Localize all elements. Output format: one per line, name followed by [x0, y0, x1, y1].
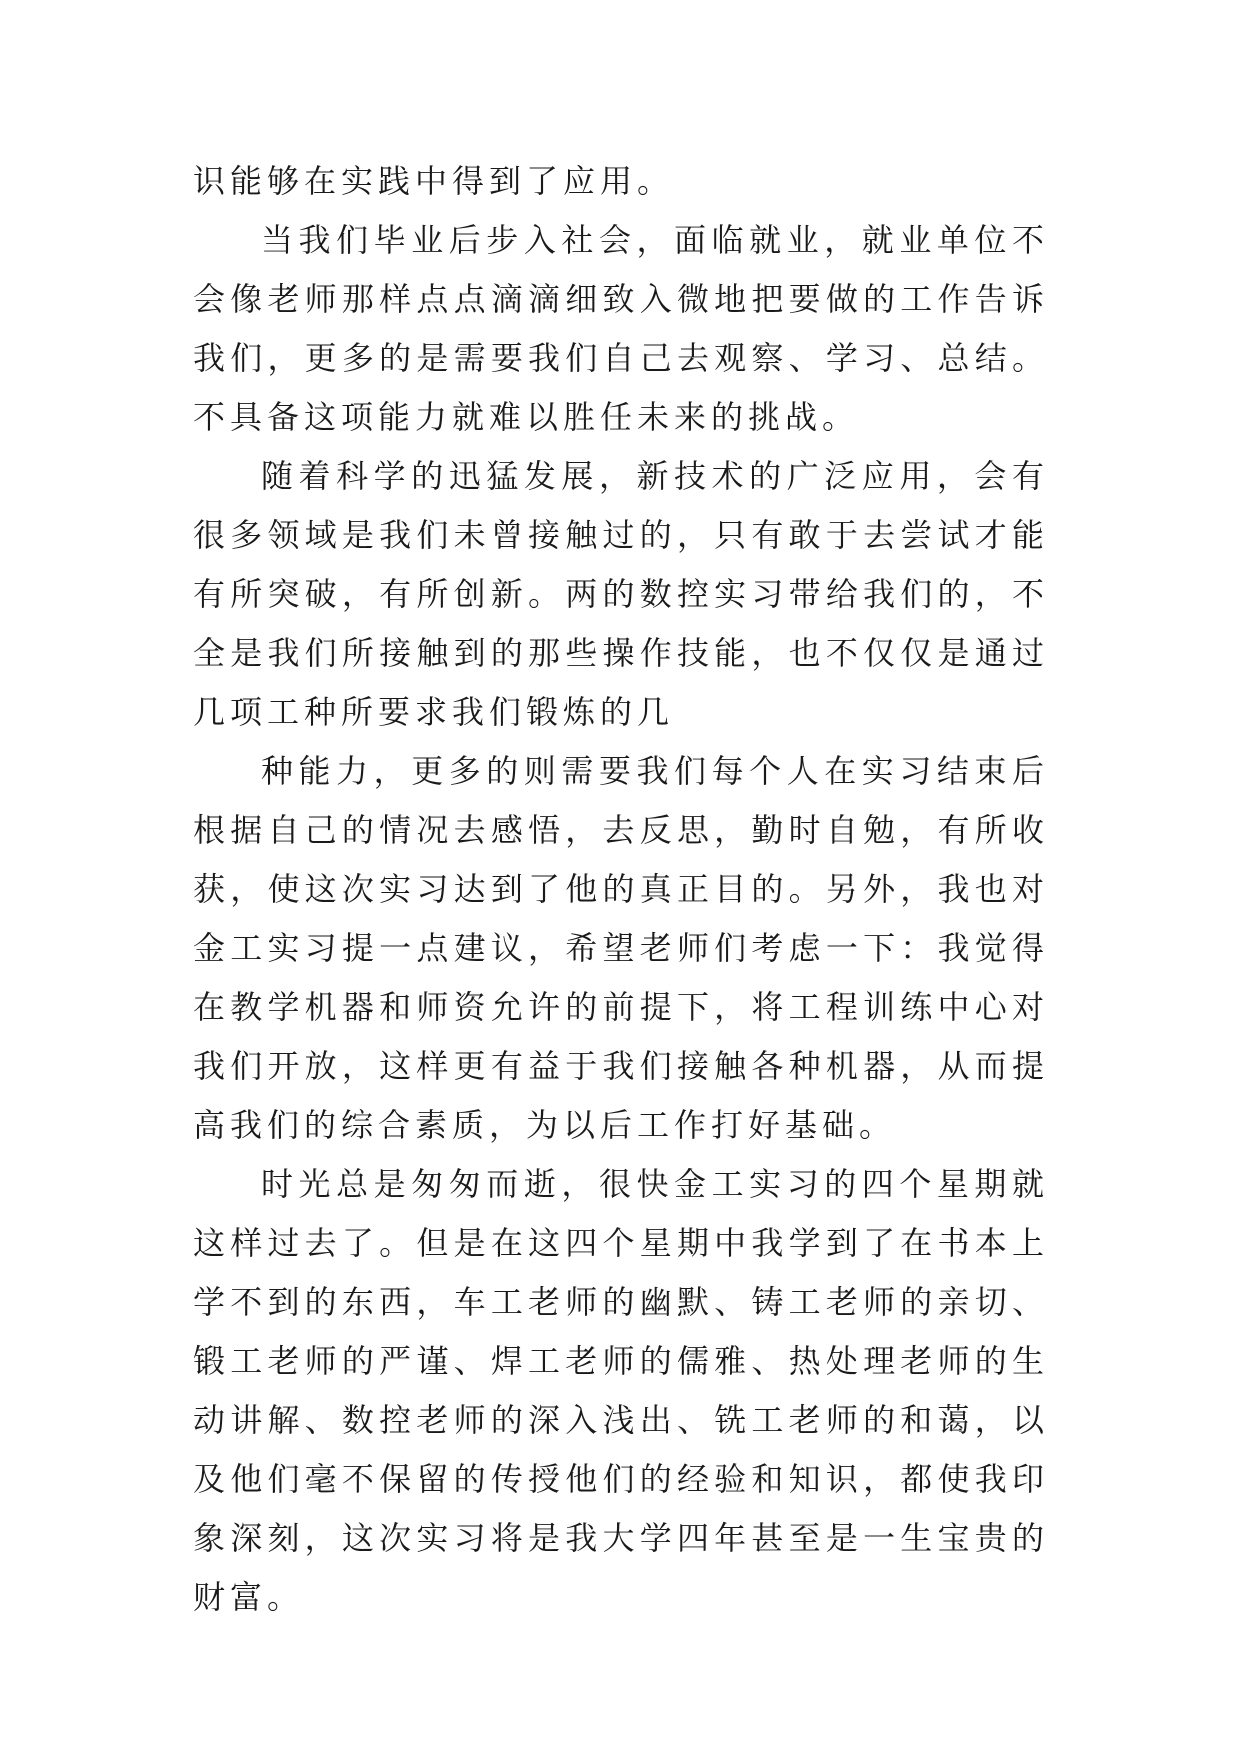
paragraph-5: 时光总是匆匆而逝，很快金工实习的四个星期就这样过去了。但是在这四个星期中我学到了在书本上学不到的东西，车工老师的幽默、铸工老师的亲切、锻工老师的严谨、焊工老师的儒雅、热处理老师的生动讲解、数控老师的深入浅出、铣工老师的和蔼，以及他们毫不保留的传授他们的经验和知识，都使我印象深刻，这次实习将是我大学四年甚至是一生宝贵的财富。: [193, 1165, 1049, 1616]
paragraph-4: 种能力，更多的则需要我们每个人在实习结束后根据自己的情况去感悟，去反思，勤时自勉，有所收获，使这次实习达到了他的真正目的。另外，我也对金工实习提一点建议，希望老师们考虑一下：我觉得在教学机器和师资允许的前提下，将工程训练中心对我们开放，这样更有益于我们接触各种机器，从而提高我们的综合素质，为以后工作打好基础。: [193, 752, 1049, 1144]
body-text: [193, 152, 1049, 1627]
paragraph-1: 识能够在实践中得到了应用。: [193, 162, 675, 200]
paragraph-2: 当我们毕业后步入社会，面临就业，就业单位不会像老师那样点点滴滴细致入微地把要做的工作告诉我们，更多的是需要我们自己去观察、学习、总结。不具备这项能力就难以胜任未来的挑战。: [193, 221, 1049, 436]
paragraph-3: 随着科学的迅猛发展，新技术的广泛应用，会有很多领域是我们未曾接触过的，只有敢于去尝试才能有所突破，有所创新。两的数控实习带给我们的，不全是我们所接触到的那些操作技能，也不仅仅是通过几项工种所要求我们锻炼的几: [193, 457, 1049, 731]
